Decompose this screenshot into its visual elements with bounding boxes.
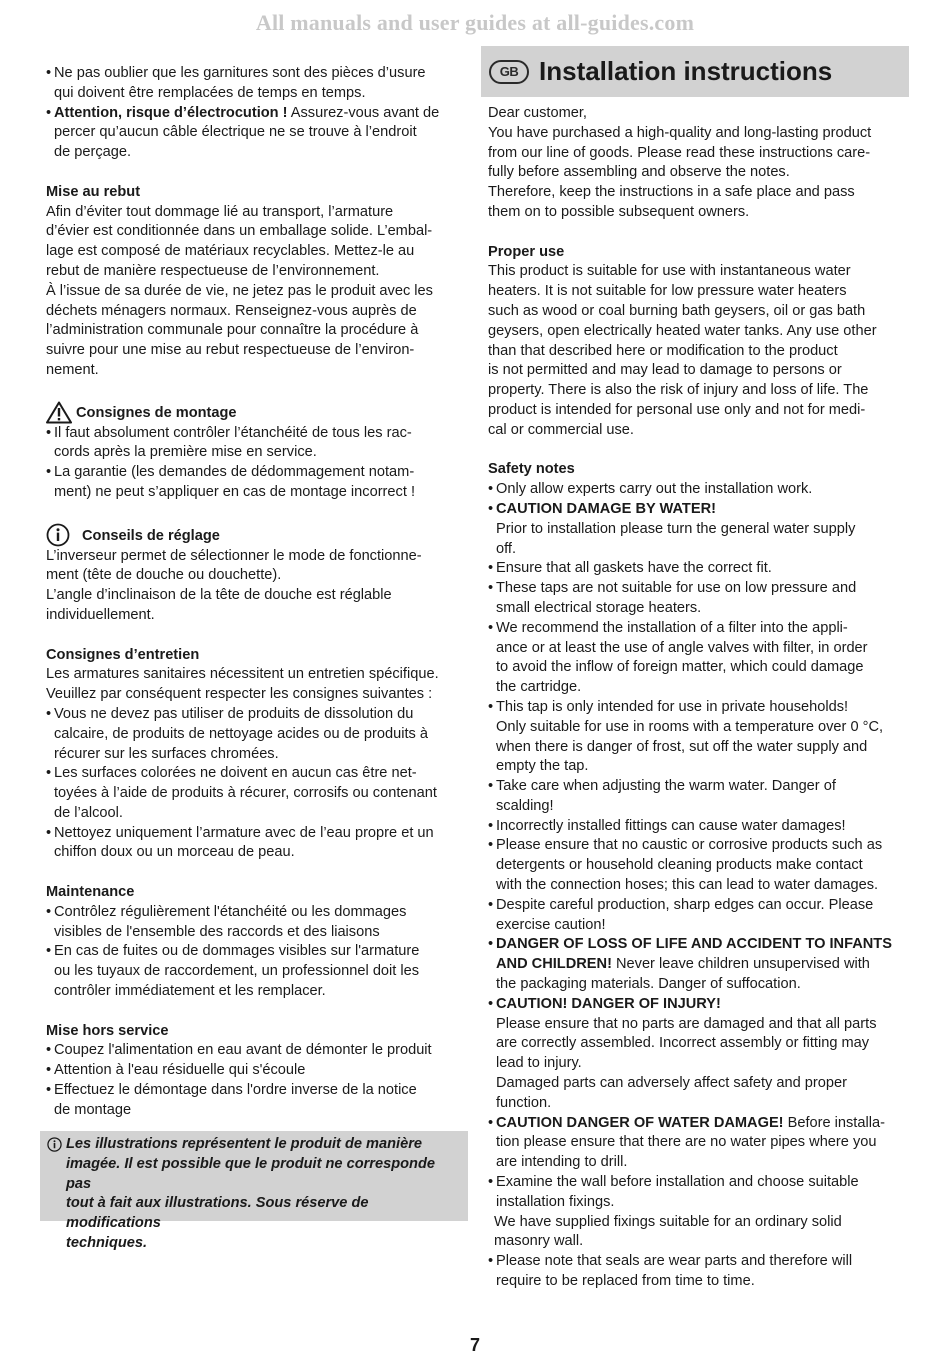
list-item: • Vous ne devez pas utiliser de produits de dissolution du <box>46 705 466 725</box>
list-item-continuation: are intending to drill. <box>496 1154 628 1171</box>
text-line: ment (tête de douche ou douchette). <box>46 567 282 584</box>
list-item: • These taps are not suitable for use on low pressure and <box>488 579 908 599</box>
text-line: Therefore, keep the instructions in a safe place and pass <box>488 184 855 201</box>
list-item: • Incorrectly installed fittings can cause water damages! <box>488 817 908 837</box>
text-line: Dear customer, <box>488 105 587 121</box>
list-item-continuation: off. <box>496 540 517 557</box>
list-item: • Take care when adjusting the warm water. Danger of <box>488 777 908 797</box>
section-heading-entretien: Consignes d’entretien <box>46 646 200 663</box>
text-line: l’administration communale pour connaître la procédure à <box>46 322 419 339</box>
list-item: • Attention à l'eau résiduelle qui s'écoule <box>46 1061 466 1081</box>
list-item-continuation: tion please ensure that there are no water pipes where you <box>496 1134 877 1151</box>
list-item-continuation: Damaged parts can adversely affect safety and proper <box>496 1075 847 1092</box>
text-line: Veuillez par conséquent respecter les consignes suivantes : <box>46 686 433 703</box>
list-item-continuation: are correctly assembled. Incorrect assembly or fitting may <box>496 1035 870 1052</box>
section-header-bar <box>481 46 909 97</box>
text-line: nement. <box>46 361 99 378</box>
text-line: geysers, open electrically heated water tanks. Any use other <box>488 322 877 339</box>
text-line: L’angle d’inclinaison de la tête de douche est réglable <box>46 587 392 604</box>
list-item-continuation: the packaging materials. Danger of suffocation. <box>496 976 801 993</box>
list-item: • Only allow experts carry out the installation work. <box>488 480 908 500</box>
list-item: • Examine the wall before installation and choose suitable <box>488 1173 908 1193</box>
text-line: is not permitted and may lead to damage to persons or <box>488 362 842 379</box>
watermark: All manuals and user guides at all-guides.com <box>255 10 695 35</box>
section-heading-hors-service: Mise hors service <box>46 1022 169 1039</box>
text-line: À l’issue de sa durée de vie, ne jetez pas le produit avec les <box>46 282 433 299</box>
section-heading-safety: Safety notes <box>488 461 575 478</box>
list-item: • Contrôlez régulièrement l'étanchéité ou les dommages <box>46 903 466 923</box>
list-item: • Ensure that all gaskets have the correct fit. <box>488 559 908 579</box>
warning-triangle-icon <box>46 401 72 424</box>
left-column <box>46 64 466 1121</box>
list-item: • DANGER OF LOSS OF LIFE AND ACCIDENT TO INFANTS <box>488 935 908 955</box>
list-item-continuation: detergents or household cleaning products make contact <box>496 857 863 874</box>
list-item-continuation: the cartridge. <box>496 679 582 696</box>
text-line: You have purchased a high-quality and long-lasting product <box>488 124 872 141</box>
text-line: product is intended for personal use only and not for medi- <box>488 401 866 418</box>
note-line: imagée. Il est possible que le produit ne corresponde pas <box>66 1155 435 1192</box>
list-item: • Attention, risque d’électrocution ! Assurez-vous avant de <box>46 104 466 124</box>
info-circle-icon <box>46 523 70 547</box>
list-item-continuation: ou les tuyaux de raccordement, un professionnel doit les <box>54 963 420 980</box>
list-item-continuation: function. <box>496 1094 552 1111</box>
list-item-continuation: calcaire, de produits de nettoyage acides ou de produits à <box>54 725 429 742</box>
list-item-continuation: ment) ne peut s’appliquer en cas de montage incorrect ! <box>54 483 415 500</box>
text-line: suivre pour une mise au rebut respectueuse de l’environ- <box>46 342 415 359</box>
text-line: This product is suitable for use with instantaneous water <box>488 263 851 280</box>
list-item-continuation: visibles de l'ensemble des raccords et des liaisons <box>54 923 380 940</box>
list-item-continuation: masonry wall. <box>494 1233 584 1250</box>
list-item-continuation: toyées à l’aide de produits à récurer, corrosifs ou contenant <box>54 785 437 802</box>
text-line: fully before assembling and observe the notes. <box>488 164 790 181</box>
list-item-continuation: contrôler immédiatement et les remplacer. <box>54 983 326 1000</box>
list-item-continuation: ance or at least the use of angle valves with filter, in order <box>496 639 868 656</box>
list-item: • CAUTION DAMAGE BY WATER! <box>488 500 908 520</box>
list-item-continuation: small electrical storage heaters. <box>496 599 702 616</box>
illustration-note-box <box>40 1131 468 1251</box>
list-item-continuation: lead to injury. <box>496 1055 582 1072</box>
list-item: • Les surfaces colorées ne doivent en aucun cas être net- <box>46 764 466 784</box>
list-item-continuation: require to be replaced from time to time. <box>496 1273 755 1290</box>
page-number: 7 <box>469 1335 480 1355</box>
text-line: déchets ménagers normaux. Renseignez-vous auprès de <box>46 302 417 319</box>
list-item: • CAUTION DANGER OF WATER DAMAGE! Before installa- <box>488 1114 908 1134</box>
list-item: • Coupez l'alimentation en eau avant de démonter le produit <box>46 1041 466 1061</box>
text-line: than that described here or modification to the product <box>488 342 838 359</box>
list-item: • Nettoyez uniquement l’armature avec de l’eau propre et un <box>46 824 466 844</box>
list-item: • Effectuez le démontage dans l'ordre inverse de la notice <box>46 1081 466 1101</box>
list-item: • La garantie (les demandes de dédommagement notam- <box>46 463 466 483</box>
text-line: such as wood or coal burning bath geysers, oil or gas bath <box>488 302 866 319</box>
page-title: Installation instructions <box>539 56 833 86</box>
section-heading-proper-use: Proper use <box>488 243 565 260</box>
list-item-continuation: de perçage. <box>54 144 132 161</box>
section-heading-rebut: Mise au rebut <box>46 183 141 200</box>
text-line: cal or commercial use. <box>488 421 634 438</box>
list-item-continuation: exercise caution! <box>496 916 606 933</box>
list-item-continuation: percer qu’aucun câble électrique ne se trouve à l’endroit <box>54 124 417 141</box>
list-item-continuation: de montage <box>54 1101 132 1118</box>
section-heading-maintenance: Maintenance <box>46 884 135 901</box>
text-line: d’évier est conditionnée dans un emballage solide. L’embal- <box>46 223 433 240</box>
list-item-continuation: Prior to installation please turn the general water supply <box>496 520 856 537</box>
list-item: • Despite careful production, sharp edges can occur. Please <box>488 896 908 916</box>
section-heading-montage: Consignes de montage <box>46 401 466 424</box>
text-line: them on to possible subsequent owners. <box>488 203 750 220</box>
list-item-continuation: scalding! <box>496 797 554 814</box>
text-line: heaters. It is not suitable for low pressure water heaters <box>488 283 847 300</box>
list-item: • Ne pas oublier que les garnitures sont des pièces d’usure <box>46 64 466 84</box>
text-line: from our line of goods. Please read these instructions care- <box>488 144 871 161</box>
list-item: • Il faut absolument contrôler l’étanchéité de tous les rac- <box>46 424 466 444</box>
list-item-continuation: Only suitable for use in rooms with a temperature over 0 °C, <box>496 718 884 735</box>
list-item: • En cas de fuites ou de dommages visibles sur l'armature <box>46 942 466 962</box>
list-item: • CAUTION! DANGER OF INJURY! <box>488 995 908 1015</box>
list-item-continuation: cords après la première mise en service. <box>54 444 317 461</box>
list-item-continuation: empty the tap. <box>496 758 589 775</box>
list-item: • This tap is only intended for use in private households! <box>488 698 908 718</box>
text-line: L’inverseur permet de sélectionner le mode de fonctionne- <box>46 547 422 564</box>
list-item: • We recommend the installation of a filter into the appli- <box>488 619 908 639</box>
text-line: Afin d’éviter tout dommage lié au transport, l’armature <box>46 203 394 220</box>
list-item-continuation: récurer sur les surfaces chromées. <box>54 745 279 762</box>
list-item-continuation: chiffon doux ou un morceau de peau. <box>54 844 295 861</box>
text-line: lage est composé de matériaux recyclables. Mettez-le au <box>46 243 415 260</box>
list-item: • Please note that seals are wear parts and therefore will <box>488 1252 908 1272</box>
note-line: techniques. <box>66 1234 148 1251</box>
note-line: Les illustrations représentent le produit de manière <box>66 1136 423 1152</box>
list-item-continuation: de l’alcool. <box>54 804 123 821</box>
section-heading-reglage: Conseils de réglage <box>46 523 466 547</box>
list-item-continuation: We have supplied fixings suitable for an ordinary solid <box>494 1213 842 1230</box>
list-item-continuation: to avoid the inflow of foreign matter, which could damage <box>496 659 864 676</box>
list-item-continuation: with the connection hoses; this can lead to water damages. <box>496 877 879 894</box>
language-badge-gb: GB <box>489 60 529 84</box>
list-item-continuation: qui doivent être remplacées de temps en temps. <box>54 84 366 101</box>
text-line: property. There is also the risk of injury and loss of life. The <box>488 382 869 399</box>
info-circle-icon <box>47 1137 62 1152</box>
text-line: Les armatures sanitaires nécessitent un entretien spécifique. <box>46 666 439 683</box>
text-line: rebut de manière respectueuse de l’environnement. <box>46 262 380 279</box>
electrocution-warning: Attention, risque d’électrocution ! <box>54 104 288 121</box>
list-item-continuation: AND CHILDREN! Never leave children unsupervised with <box>496 956 870 973</box>
list-item: • Please ensure that no caustic or corrosive products such as <box>488 836 908 856</box>
list-item-continuation: when there is danger of frost, sut off the water supply and <box>496 738 868 755</box>
list-item-continuation: installation fixings. <box>496 1193 615 1210</box>
text-line: individuellement. <box>46 606 155 623</box>
list-item-continuation: Please ensure that no parts are damaged and that all parts <box>496 1015 877 1032</box>
right-column <box>488 104 908 1292</box>
note-line: tout à fait aux illustrations. Sous réserve de modifications <box>66 1195 369 1232</box>
